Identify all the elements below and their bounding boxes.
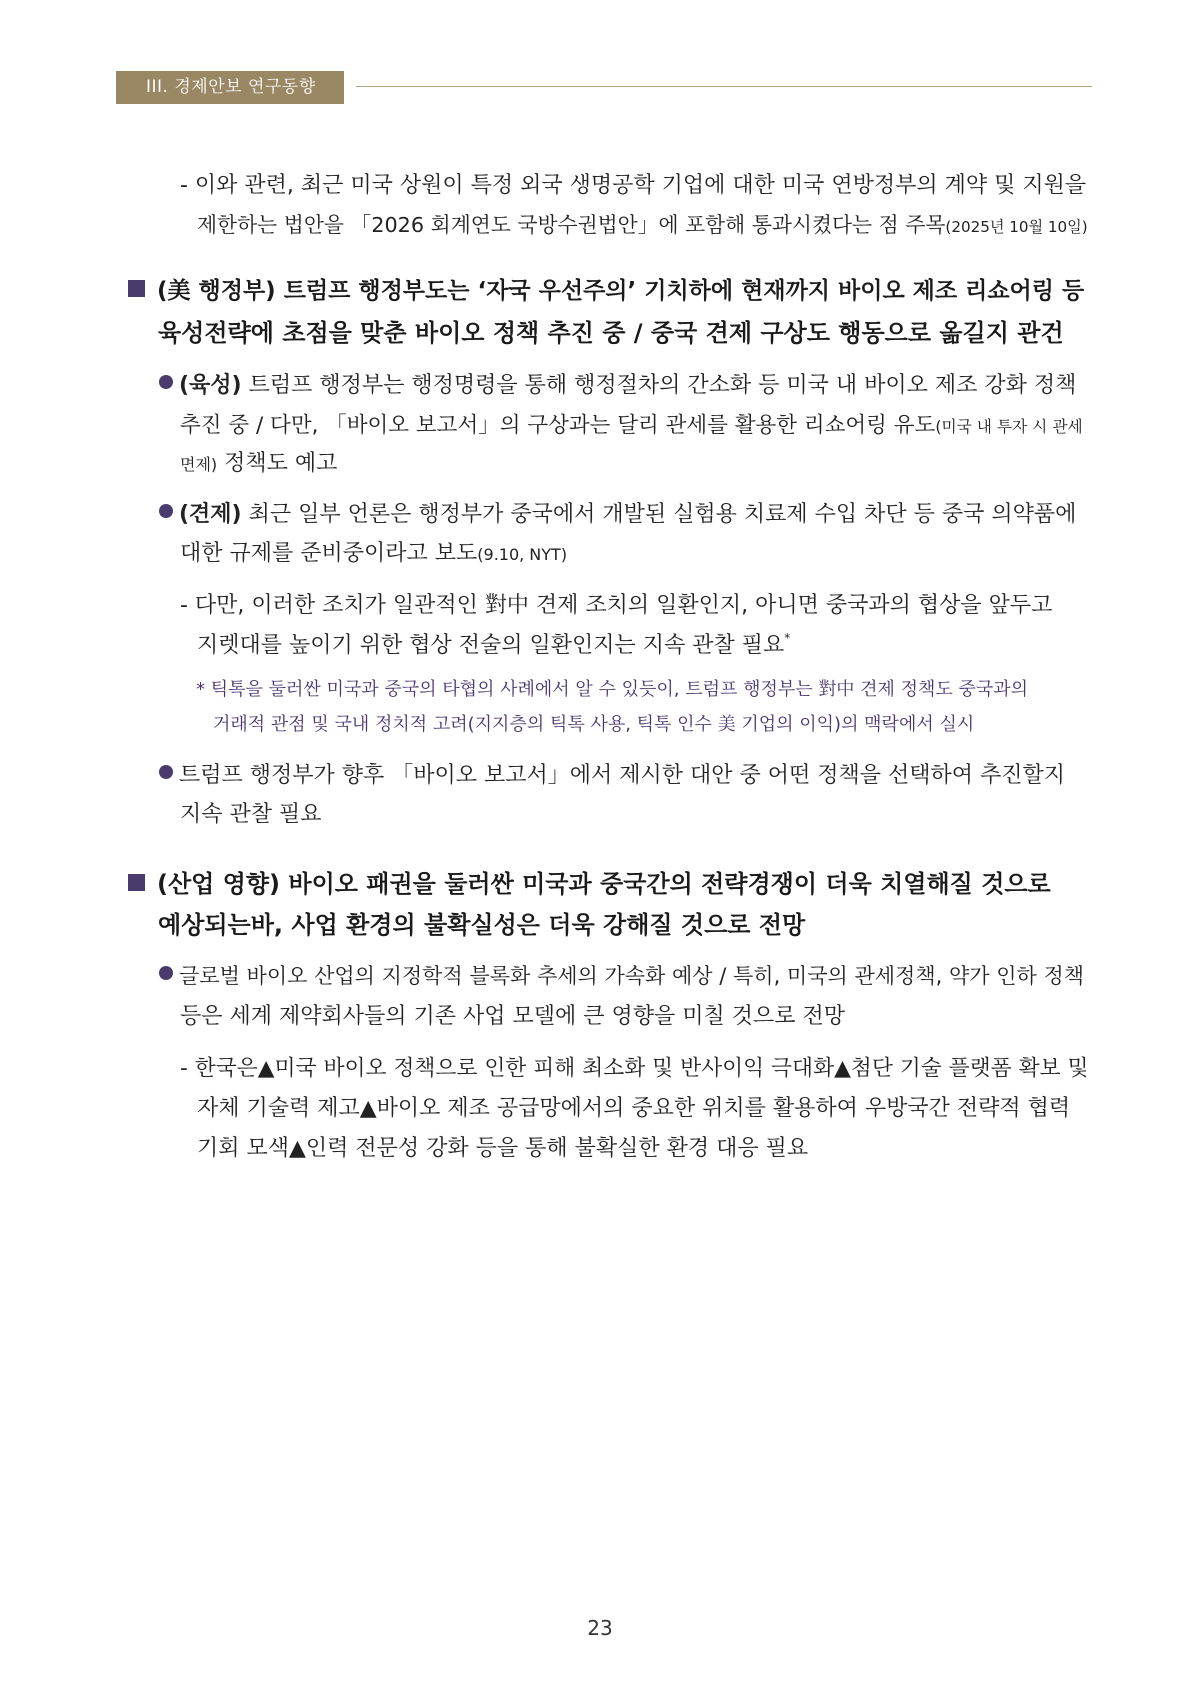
bullet-text: 트럼프 행정부는 행정명령을 통해 행정절차의 간소화 등 미국 내 바이오 제조 강화 정책 [241, 373, 1077, 398]
bullet-keyword: (견제) [179, 502, 242, 527]
bullet-text: 추진 중 / 다만, 「바이오 보고서」의 구상과는 달리 관세를 활용한 리쇼어링 유도 [180, 413, 936, 438]
bullet-item-line: 지속 관찰 필요 [180, 802, 322, 827]
bullet-item-line [180, 536, 567, 567]
bullet-item-line [159, 368, 1076, 399]
circle-bullet-icon [159, 375, 173, 389]
bullet-item-line [180, 408, 1083, 439]
footnote-marker: * [784, 631, 791, 645]
bullet-keyword: (육성) [179, 373, 242, 398]
section-header [116, 71, 1092, 104]
square-bullet-icon [128, 280, 145, 297]
footnote-line: 거래적 관점 및 국내 정치적 고려(지지층의 틱톡 사용, 틱톡 인수 美 기업의 이익)의 맥락에서 실시 [213, 714, 975, 735]
page-number: 23 [587, 1616, 613, 1640]
section-tag: III. 경제안보 연구동향 [116, 71, 344, 104]
bullet-item-line [180, 446, 337, 477]
dash-item-text: 제한하는 법안을 「2026 회계연도 국방수권법안」에 포함해 통과시켰다는 점 주목 [197, 213, 946, 237]
date-note: (2025년 10월 10일) [945, 218, 1088, 236]
section-heading-text: (美 행정부) 트럼프 행정부도는 ‘자국 우선주의’ 기치하에 현재까지 바이오 제조 리쇼어링 등 [157, 278, 1085, 304]
square-bullet-icon [128, 874, 145, 891]
bullet-text: 정책도 예고 [217, 451, 338, 476]
section-heading-line: 예상되는바, 사업 환경의 불확실성은 더욱 강해질 것으로 전망 [158, 911, 806, 939]
dash-item-line: - 이와 관련, 최근 미국 상원이 특정 외국 생명공학 기업에 대한 미국 연방정부의 계약 및 지원을 [180, 173, 1087, 198]
bullet-text: 글로벌 바이오 산업의 지정학적 블록화 추세의 가속화 예상 / 특히, 미국의 관세정책, 약가 인하 정책 [179, 964, 1085, 988]
circle-bullet-icon [159, 966, 173, 980]
dash-item-text: 지렛대를 높이기 위한 협상 전술의 일환인지는 지속 관찰 필요 [197, 633, 785, 658]
circle-bullet-icon [159, 765, 173, 779]
section-heading-line [128, 272, 1084, 305]
bullet-small-note: (미국 내 투자 시 관세 [935, 417, 1083, 436]
dash-item-line [197, 628, 790, 659]
bullet-item-line: 등은 세계 제약회사들의 기존 사업 모델에 큰 영향을 미칠 것으로 전망 [180, 1004, 845, 1029]
bullet-text: 최근 일부 언론은 행정부가 중국에서 개발된 실험용 치료제 수입 차단 등 중국 의약품에 [241, 502, 1077, 527]
dash-item-line: - 한국은▲미국 바이오 정책으로 인한 피해 최소화 및 반사이익 극대화▲첨단 기술 플랫폼 확보 및 [180, 1056, 1089, 1081]
bullet-text: 대한 규제를 준비중이라고 보도 [180, 541, 478, 566]
circle-bullet-icon [159, 504, 173, 518]
bullet-small-note: 면제) [180, 455, 218, 474]
dash-item-line [197, 208, 1088, 238]
header-rule [356, 86, 1092, 87]
dash-item-line: 기회 모색▲인력 전문성 강화 등을 통해 불확실한 환경 대응 필요 [197, 1136, 809, 1161]
bullet-item-line [159, 960, 1084, 990]
section-heading-line: 육성전략에 초점을 맞춘 바이오 정책 추진 중 / 중국 견제 구상도 행동으로 옮길지 관건 [158, 319, 1064, 347]
bullet-item-line [159, 497, 1076, 528]
dash-item-line: - 다만, 이러한 조치가 일관적인 對中 견제 조치의 일환인지, 아니면 중국과의 협상을 앞두고 [180, 593, 1053, 618]
bullet-text: 트럼프 행정부가 향후 「바이오 보고서」에서 제시한 대안 중 어떤 정책을 선택하여 추진할지 [179, 763, 1065, 788]
source-note: (9.10, NYT) [477, 545, 568, 564]
footnote-line: * 틱톡을 둘러싼 미국과 중국의 타협의 사례에서 알 수 있듯이, 트럼프 행정부는 對中 견제 정책도 중국과의 [196, 679, 1029, 700]
dash-item-line: 자체 기술력 제고▲바이오 제조 공급망에서의 중요한 위치를 활용하여 우방국간 전략적 협력 [197, 1096, 1071, 1121]
section-heading-text: (산업 영향) 바이오 패권을 둘러싼 미국과 중국간의 전략경쟁이 더욱 치열해질 것으로 [157, 870, 1051, 898]
bullet-item-line [159, 758, 1065, 789]
section-heading-line [128, 864, 1051, 899]
